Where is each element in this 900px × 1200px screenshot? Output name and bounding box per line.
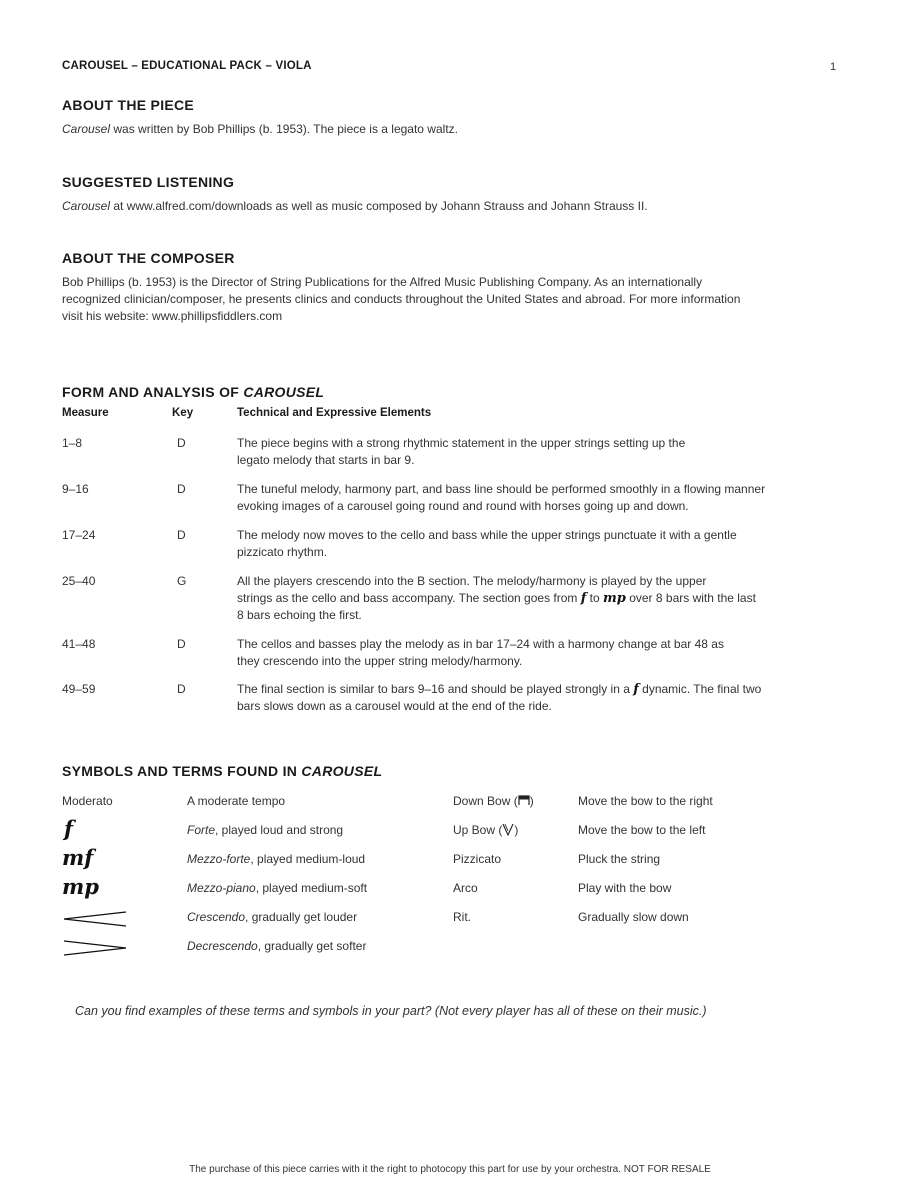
- symbols-heading-prefix: SYMBOLS AND TERMS FOUND IN: [62, 763, 302, 779]
- row-description-line: they crescendo into the upper string melody/harmony.: [237, 654, 523, 668]
- listening-heading: SUGGESTED LISTENING: [62, 174, 235, 190]
- composer-text: [62, 274, 740, 325]
- column-header-elements: Technical and Expressive Elements: [237, 407, 432, 419]
- row-key: D: [177, 528, 186, 542]
- up-bow-icon: [502, 823, 514, 836]
- term-desc: , gradually get softer: [257, 939, 367, 953]
- row-description-line: The cellos and basses play the melody as in bar 17–24 with a harmony change at bar 48 as: [237, 637, 724, 651]
- down-bow-icon: [518, 795, 530, 806]
- text-run: to: [586, 591, 604, 605]
- text-run: dynamic. The final two: [638, 682, 762, 696]
- row-key: D: [177, 682, 186, 696]
- about-piece-heading: ABOUT THE PIECE: [62, 97, 195, 113]
- row-key: D: [177, 637, 186, 651]
- symbols-heading: [62, 763, 382, 779]
- row-key: G: [177, 574, 187, 588]
- row-description-line: The tuneful melody, harmony part, and bass line should be performed smoothly in a flowing manner: [237, 482, 766, 496]
- text-run: The final section is similar to bars 9–16 and should be played strongly in a: [237, 682, 634, 696]
- symbol-description: [187, 822, 343, 839]
- form-heading-title: CAROUSEL: [243, 384, 325, 400]
- piece-title: Carousel: [62, 122, 111, 136]
- form-heading-prefix: FORM AND ANALYSIS OF: [62, 384, 244, 400]
- term-description: Play with the bow: [578, 881, 672, 895]
- term-desc: , played medium-soft: [255, 881, 368, 895]
- row-description-line: bars slows down as a carousel would at the end of the ride.: [237, 699, 552, 713]
- term-arco: Arco: [453, 881, 478, 895]
- symbol-description: [187, 938, 366, 955]
- forte-symbol: f: [64, 816, 74, 841]
- row-description: [237, 636, 724, 670]
- row-description-line: The melody now moves to the cello and bass while the upper strings punctuate it with a gentle: [237, 528, 737, 542]
- mezzo-piano-symbol: mp: [603, 591, 626, 606]
- term-label-end: ): [514, 823, 519, 837]
- term-label-end: ): [529, 794, 534, 808]
- term-italic: Forte: [187, 823, 216, 837]
- forte-symbol: f: [580, 591, 587, 606]
- mezzo-piano-symbol: mp: [62, 874, 99, 899]
- listening-text: [62, 198, 648, 215]
- page-header-title: CAROUSEL – EDUCATIONAL PACK – VIOLA: [62, 60, 312, 72]
- row-description-line: [237, 590, 756, 607]
- row-description-line: legato melody that starts in bar 9.: [237, 453, 415, 467]
- term-description: Move the bow to the left: [578, 823, 706, 837]
- about-piece-text: [62, 121, 458, 138]
- row-description: [237, 481, 765, 515]
- symbol-description: [187, 880, 367, 897]
- row-description-line: All the players crescendo into the B section. The melody/harmony is played by the upper: [237, 574, 707, 588]
- symbol-description: A moderate tempo: [187, 794, 286, 808]
- composer-line: recognized clinician/composer, he presents clinics and conducts throughout the United States and abroad. For more information: [62, 292, 741, 306]
- row-measure: 1–8: [62, 436, 83, 450]
- term-up-bow: [453, 822, 518, 839]
- piece-title: Carousel: [62, 199, 111, 213]
- row-description: [237, 573, 756, 624]
- text-run: over 8 bars with the last: [625, 591, 756, 605]
- term-pizzicato: Pizzicato: [453, 852, 502, 866]
- row-measure: 25–40: [62, 574, 96, 588]
- term-down-bow: [453, 793, 534, 810]
- listening-body: at www.alfred.com/downloads as well as music composed by Johann Strauss and Johann Strauss II.: [110, 199, 648, 213]
- row-measure: 17–24: [62, 528, 96, 542]
- symbol-moderato: Moderato: [62, 794, 113, 808]
- term-italic: Mezzo-forte: [187, 852, 251, 866]
- term-label: Down Bow (: [453, 794, 518, 808]
- row-key: D: [177, 436, 186, 450]
- term-italic: Decrescendo: [187, 939, 258, 953]
- row-description: [237, 681, 761, 715]
- row-description-line: pizzicato rhythm.: [237, 545, 328, 559]
- row-description-line: The piece begins with a strong rhythmic statement in the upper strings setting up the: [237, 436, 686, 450]
- forte-symbol: f: [633, 682, 639, 697]
- crescendo-hairpin-icon: [62, 911, 128, 927]
- term-label: Up Bow (: [453, 823, 503, 837]
- row-description: [237, 435, 685, 469]
- term-description: Move the bow to the right: [578, 794, 713, 808]
- text-run: strings as the cello and bass accompany. The section goes from: [237, 591, 581, 605]
- row-description-line: 8 bars echoing the first.: [237, 608, 362, 622]
- column-header-measure: Measure: [62, 407, 109, 419]
- row-key: D: [177, 482, 186, 496]
- composer-line: visit his website: www.phillipsfiddlers.com: [62, 309, 283, 323]
- mezzo-forte-symbol: mf: [62, 845, 94, 870]
- term-description: Pluck the string: [578, 852, 661, 866]
- symbol-description: [187, 909, 357, 926]
- copyright-footer: The purchase of this piece carries with it the right to photocopy this part for use by your orchestra. NOT FOR RESALE: [189, 1164, 711, 1175]
- row-measure: 41–48: [62, 637, 96, 651]
- page-number: 1: [830, 61, 837, 73]
- decrescendo-hairpin-icon: [62, 940, 128, 956]
- column-header-key: Key: [172, 407, 194, 419]
- row-description-line: [237, 681, 761, 698]
- about-piece-body: was written by Bob Phillips (b. 1953). The piece is a legato waltz.: [110, 122, 458, 136]
- review-question: Can you find examples of these terms and symbols in your part? (Not every player has all of these on their music.): [75, 1004, 707, 1018]
- term-italic: Mezzo-piano: [187, 881, 256, 895]
- term-desc: , gradually get louder: [245, 910, 358, 924]
- composer-heading: ABOUT THE COMPOSER: [62, 250, 235, 266]
- symbols-heading-title: CAROUSEL: [301, 763, 383, 779]
- row-description-line: evoking images of a carousel going round and round with horses going up and down.: [237, 499, 689, 513]
- symbol-description: [187, 851, 365, 868]
- term-italic: Crescendo: [187, 910, 246, 924]
- term-rit: Rit.: [453, 910, 471, 924]
- row-measure: 9–16: [62, 482, 89, 496]
- term-description: Gradually slow down: [578, 910, 689, 924]
- form-heading: [62, 384, 324, 400]
- term-desc: , played loud and strong: [215, 823, 344, 837]
- term-desc: , played medium-loud: [250, 852, 366, 866]
- row-description: [237, 527, 737, 561]
- composer-line: Bob Phillips (b. 1953) is the Director of String Publications for the Alfred Music Publishing Company. As an internationally: [62, 275, 703, 289]
- row-measure: 49–59: [62, 682, 96, 696]
